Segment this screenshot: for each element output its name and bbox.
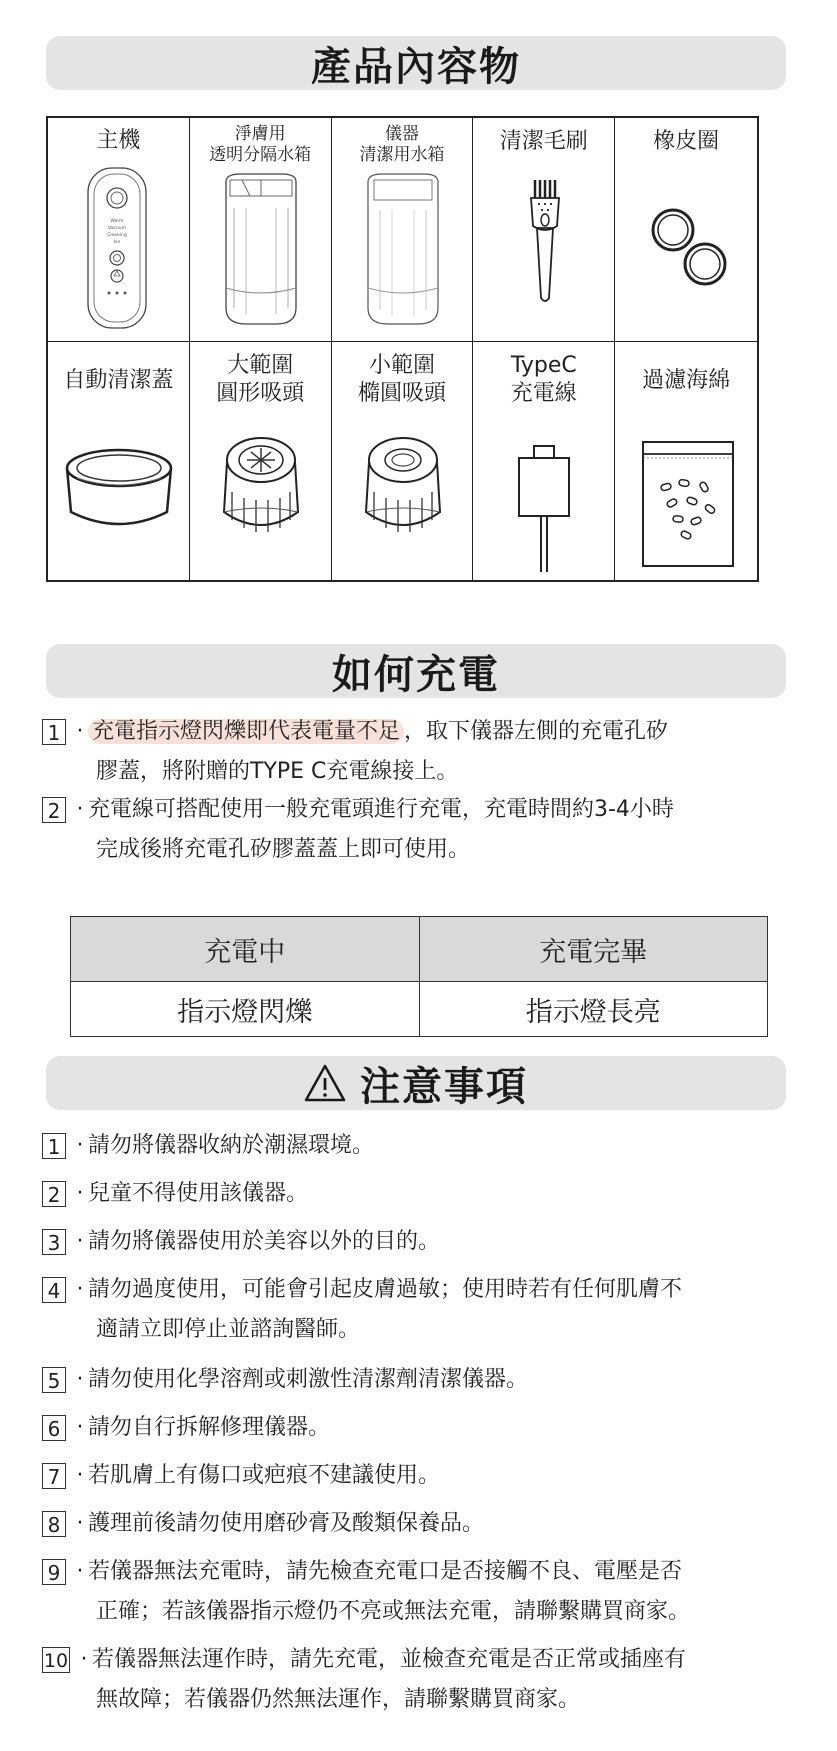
product-label: 過濾海綿	[642, 368, 731, 393]
product-label-line1: TypeC	[510, 353, 577, 378]
product-label-line2: 圓形吸頭	[216, 381, 305, 406]
small-oval-suction-head-icon	[332, 342, 474, 582]
item-number: 10	[42, 1647, 70, 1673]
note-continuation: 無故障；若儀器仍然無法運作，請聯繫購買商家。	[96, 1687, 581, 1712]
main-unit-icon	[48, 118, 190, 342]
note-continuation: 正確；若該儀器指示燈仍不亮或無法充電，請聯繫購買商家。	[96, 1599, 691, 1624]
product-label: 清潔毛刷	[499, 129, 588, 154]
item-number: 4	[42, 1277, 66, 1303]
product-large-round-suction-head	[190, 342, 332, 580]
note-item-5: 5 · 請勿使用化學溶劑或刺激性清潔劑清潔儀器。	[42, 1360, 528, 1400]
note-item-1: 1 · 請勿將儀器收納於潮濕環境。	[42, 1126, 374, 1166]
product-label-line1: 儀器	[384, 124, 419, 144]
note-item-6: 6 · 請勿自行拆解修理儀器。	[42, 1408, 330, 1448]
product-divided-water-tank	[190, 118, 332, 342]
warning-icon	[304, 1063, 346, 1103]
device-label-warm: Warm	[110, 219, 124, 224]
note-text: 請勿過度使用，可能會引起皮膚過敏；使用時若有任何肌膚不	[88, 1277, 683, 1302]
divided-water-tank-icon	[190, 118, 332, 342]
product-label-line1: 淨膚用	[234, 124, 286, 144]
cleaning-brush-icon	[473, 118, 615, 342]
product-rubber-ring	[615, 118, 757, 342]
filter-sponge-icon	[615, 342, 757, 582]
charging-title-text: 如何充電	[332, 651, 500, 698]
note-text: 若儀器無法運作時，請先充電，並檢查充電是否正常或插座有	[92, 1647, 687, 1672]
charged-indicator-value: 指示燈長亮	[419, 982, 768, 1037]
item-number: 8	[42, 1511, 66, 1537]
note-item-10: 10 · 若儀器無法運作時，請先充電，並檢查充電是否正常或插座有 無故障；若儀器仍然無法運作，請聯繫購買商家。	[42, 1640, 686, 1720]
product-filter-sponge	[615, 342, 757, 580]
item-number: 1	[42, 1133, 66, 1159]
item-number: 1	[42, 719, 66, 745]
note-text: 兒童不得使用該儀器。	[88, 1181, 309, 1206]
note-item-3: 3 · 請勿將儀器使用於美容以外的目的。	[42, 1222, 440, 1262]
notes-section-title	[46, 1056, 786, 1110]
note-text: 若肌膚上有傷口或疤痕不建議使用。	[88, 1463, 441, 1488]
note-text: 請勿使用化學溶劑或刺激性清潔劑清潔儀器。	[88, 1367, 529, 1392]
charging-item-continuation: 膠蓋，將附贈的TYPE C充電線接上。	[96, 759, 459, 784]
contents-title-text: 產品內容物	[311, 43, 521, 90]
product-label: 主機	[96, 128, 141, 153]
contents-section-title	[46, 36, 786, 90]
auto-clean-cap-icon	[48, 342, 190, 582]
product-cleaning-water-tank	[332, 118, 474, 342]
product-label: 自動清潔蓋	[63, 368, 174, 393]
item-number: 2	[42, 1181, 66, 1207]
device-label-ice: Ice	[113, 240, 121, 245]
note-text: 護理前後請勿使用磨砂膏及酸類保養品。	[88, 1511, 485, 1536]
product-contents-grid	[46, 116, 759, 582]
charging-indicator-value: 指示燈閃爍	[71, 982, 420, 1037]
notes-title-text: 注意事項	[360, 1063, 528, 1110]
note-item-8: 8 · 護理前後請勿使用磨砂膏及酸類保養品。	[42, 1504, 484, 1544]
device-label-vacuum: Vacuum	[107, 226, 127, 231]
charging-header: 充電中	[71, 917, 420, 982]
product-label-line1: 大範圍	[227, 353, 294, 378]
typec-cable-icon	[473, 342, 615, 582]
note-text: 請勿將儀器使用於美容以外的目的。	[88, 1229, 441, 1254]
charging-item-continuation: 完成後將充電孔矽膠蓋蓋上即可使用。	[96, 837, 471, 862]
product-label-line2: 清潔用水箱	[359, 145, 445, 165]
note-continuation: 適請立即停止並諮詢醫師。	[96, 1317, 361, 1342]
charging-item-2: 2 · 充電線可搭配使用一般充電頭進行充電，充電時間約3-4小時 完成後將充電孔矽膠蓋蓋上即可使用。	[42, 790, 674, 870]
product-cleaning-brush	[473, 118, 615, 342]
note-item-7: 7 · 若肌膚上有傷口或疤痕不建議使用。	[42, 1456, 440, 1496]
charging-item-text: 充電線可搭配使用一般充電頭進行充電，充電時間約3-4小時	[88, 797, 674, 822]
product-typec-cable	[473, 342, 615, 580]
note-text: 若儀器無法充電時，請先檢查充電口是否接觸不良、電壓是否	[88, 1559, 683, 1584]
item-number: 3	[42, 1229, 66, 1255]
product-label: 橡皮圈	[653, 129, 720, 154]
note-item-2: 2 · 兒童不得使用該儀器。	[42, 1174, 308, 1214]
product-auto-clean-cap	[48, 342, 190, 580]
item-number: 5	[42, 1367, 66, 1393]
product-label-line2: 充電線	[510, 381, 577, 406]
charging-item-1: 1 · 充電指示燈閃爍即代表電量不足 ，取下儀器左側的充電孔矽 膠蓋，將附贈的TYPE C充電線接上。	[42, 712, 668, 792]
item-number: 2	[42, 797, 66, 823]
cleaning-water-tank-icon	[332, 118, 474, 342]
product-small-oval-suction-head	[332, 342, 474, 580]
note-item-4: 4 · 請勿過度使用，可能會引起皮膚過敏；使用時若有任何肌膚不 適請立即停止並諮詢醫師。	[42, 1270, 682, 1350]
note-text: 請勿將儀器收納於潮濕環境。	[88, 1133, 375, 1158]
rubber-ring-icon	[615, 118, 757, 342]
large-round-suction-head-icon	[190, 342, 332, 582]
item-number: 6	[42, 1415, 66, 1441]
charging-highlight-text: 充電指示燈閃爍即代表電量不足	[88, 719, 404, 744]
charged-header: 充電完畢	[419, 917, 768, 982]
charging-section-title	[46, 644, 786, 698]
product-label-line1: 小範圍	[368, 353, 435, 378]
charging-status-table	[70, 916, 768, 1037]
product-label-line2: 透明分隔水箱	[209, 145, 312, 165]
product-label-line2: 橢圓吸頭	[357, 381, 446, 406]
device-label-cleaning: Cleaning	[107, 233, 127, 238]
item-number: 7	[42, 1463, 66, 1489]
note-text: 請勿自行拆解修理儀器。	[88, 1415, 331, 1440]
charging-item-text: ，取下儀器左側的充電孔矽	[404, 719, 669, 744]
item-number: 9	[42, 1559, 66, 1585]
product-main-unit	[48, 118, 190, 342]
note-item-9: 9 · 若儀器無法充電時，請先檢查充電口是否接觸不良、電壓是否 正確；若該儀器指示燈仍不亮或無法充電，請聯繫購買商家。	[42, 1552, 690, 1632]
